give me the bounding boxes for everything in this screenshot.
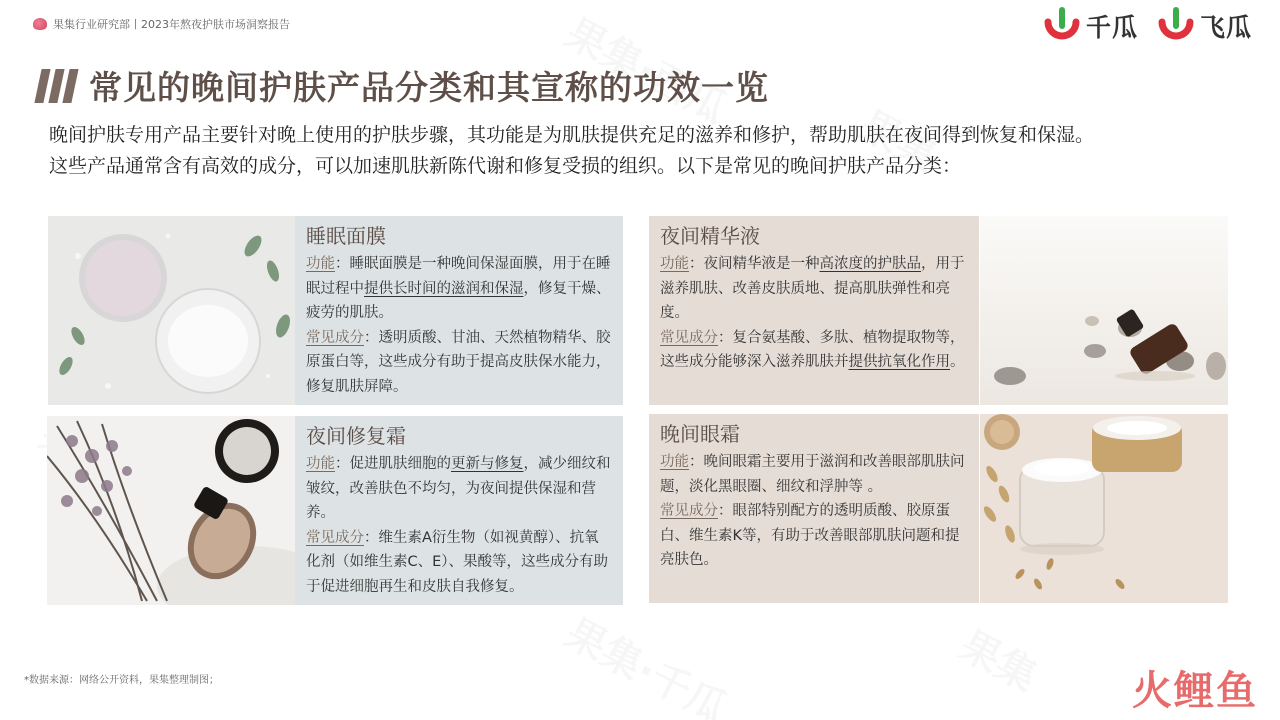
card-ingredients: [660, 499, 969, 573]
function-text: ：促进肌肤细胞的: [335, 456, 451, 472]
page-title: 常见的晚间护肤产品分类和其宣称的功效一览: [89, 68, 769, 107]
function-text: ：晚间眼霜主要用于滋润和改善眼部肌肤问题，淡化黑眼圈、细纹和浮肿等 。: [660, 454, 965, 495]
night-serum-card: [649, 216, 979, 405]
function-label: 功能: [660, 256, 689, 272]
report-header: [33, 16, 290, 32]
card-title: 睡眠面膜: [306, 224, 386, 248]
ingredients-text: ：复合氨基酸、多肽、植物提取物等，这些成分能够深入滋养肌肤并: [660, 329, 965, 370]
function-label: 功能: [306, 456, 335, 472]
brand-name: 飞瓜: [1199, 13, 1252, 42]
ingredients-label: 常见成分: [660, 329, 718, 346]
sleeping-mask-photo: [48, 216, 295, 405]
card-function: [660, 450, 969, 499]
ingredients-label: 常见成分: [306, 329, 364, 346]
card-function: [306, 452, 613, 526]
huoliyu-logo: 火鲤鱼: [1132, 668, 1258, 714]
intro-line: 这些产品通常含有高效的成分，可以加速肌肤新陈代谢和修复受损的组织。以下是常见的晚间护肤产品分类：: [49, 155, 962, 177]
ingredients-highlight: 提供抗氧化作用: [848, 354, 950, 370]
qiangua-logo-icon: [1042, 6, 1082, 46]
ingredients-label: 常见成分: [660, 503, 718, 519]
brand-name: 千瓜: [1085, 13, 1138, 42]
card-title: 夜间精华液: [660, 224, 760, 248]
function-text: ，用于滋养肌肤、改善皮肤质地、提高肌肤弹性和亮度。: [660, 256, 965, 321]
brand-qiangua: [1042, 6, 1138, 46]
night-cream-card: [295, 416, 623, 605]
eye-cream-photo: [980, 414, 1228, 603]
card-ingredients: [306, 326, 613, 400]
ingredients-text: ：眼部特别配方的透明质酸、胶原蛋白、维生素K等，有助于改善眼部肌肤问题和提亮肤色。: [660, 503, 960, 568]
function-label: 功能: [660, 454, 689, 470]
watermark: [951, 615, 1048, 703]
card-function: [306, 252, 613, 326]
card-title: 夜间修复霜: [306, 424, 406, 448]
night-serum-photo: [980, 216, 1228, 405]
function-highlight: 高浓度的护肤品: [819, 256, 921, 272]
card-ingredients: [306, 526, 613, 600]
card-ingredients: [660, 326, 969, 375]
intro-line: 晚间护肤专用产品主要针对晚上使用的护肤步骤，其功能是为肌肤提供充足的滋养和修护，帮助肌肤在夜间得到恢复和保湿。: [49, 124, 1095, 146]
title-bars-icon: [38, 69, 75, 103]
report-source: 果集行业研究部丨2023年熬夜护肤市场洞察报告: [53, 18, 290, 31]
function-text: ，减少细纹和皱纹，改善肤色不均匀，为夜间提供保湿和营养。: [306, 456, 611, 521]
feigua-logo-icon: [1156, 6, 1196, 46]
function-text: ：夜间精华液是一种: [689, 256, 820, 272]
function-label: 功能: [306, 256, 335, 272]
card-function: [660, 252, 969, 326]
function-highlight: 更新与修复: [451, 456, 524, 472]
watermark: [557, 602, 738, 720]
footnote: *数据来源：网络公开资料，果集整理制图；: [24, 675, 219, 686]
night-cream-photo: [47, 416, 295, 605]
function-text: ：睡眠面膜是一种晚间保湿面膜，用于在睡眠过程中: [306, 256, 611, 297]
ingredients-text: 。: [950, 354, 965, 370]
brand-logos: [1042, 6, 1252, 46]
eye-cream-card: [649, 414, 979, 603]
ingredients-text: ：维生素A衍生物（如视黄醇）、抗氧化剂（如维生素C、E）、果酸等，这些成分有助于促进细胞再生和皮肤自我修复。: [306, 529, 609, 595]
function-highlight: 提供长时间的滋润和保湿: [364, 280, 524, 297]
ingredients-text: ：透明质酸、甘油、天然植物精华、胶原蛋白等，这些成分有助于提高皮肤保水能力，修复肌肤屏障。: [306, 329, 611, 395]
function-text: ，修复干燥、疲劳的肌肤。: [306, 280, 611, 321]
brand-feigua: [1156, 6, 1252, 46]
sleeping-mask-card: [295, 216, 623, 405]
guoji-logo-icon: [33, 18, 47, 30]
card-title: 晚间眼霜: [660, 422, 740, 446]
intro-text: [49, 120, 1249, 182]
title-row: [38, 62, 769, 109]
ingredients-label: 常见成分: [306, 529, 364, 546]
